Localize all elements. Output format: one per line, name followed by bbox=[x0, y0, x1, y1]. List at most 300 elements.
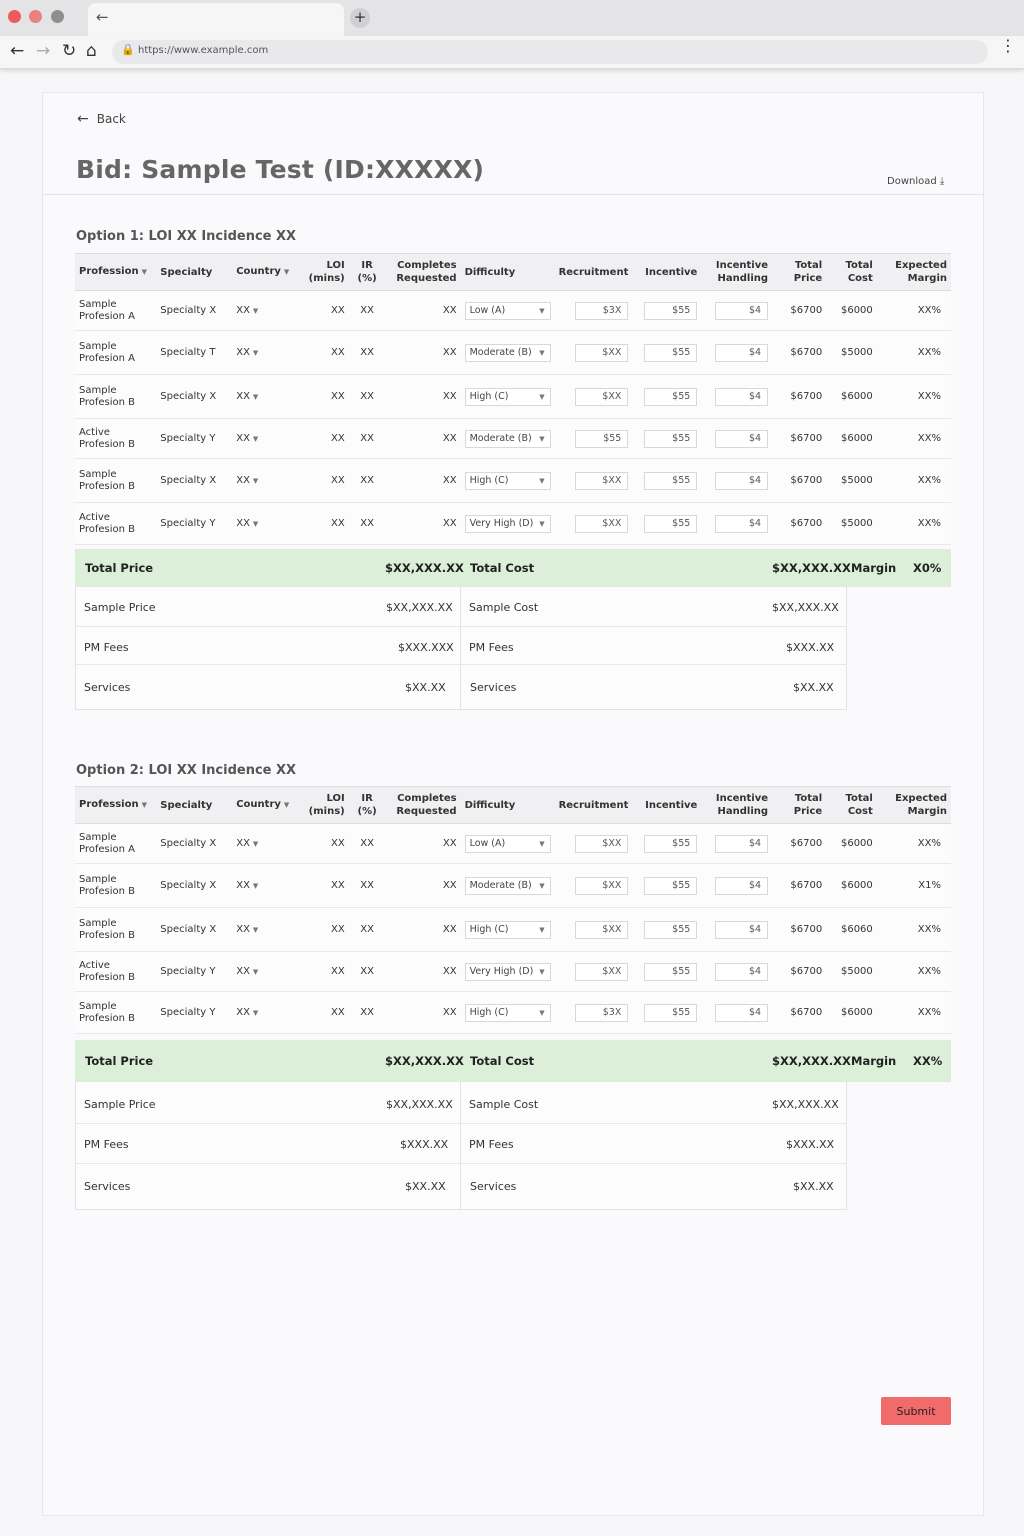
total-price-cell: $6700 bbox=[772, 824, 826, 864]
completes-cell: XX bbox=[385, 824, 460, 864]
incentive-cell bbox=[632, 419, 701, 459]
recruitment-input[interactable]: $XX bbox=[575, 388, 628, 406]
breakdown-row bbox=[76, 1164, 846, 1209]
completes-cell: XX bbox=[385, 419, 460, 459]
table-row bbox=[75, 992, 951, 1034]
breakdown-row bbox=[76, 1124, 846, 1164]
country-select[interactable]: XX ▼ bbox=[232, 824, 301, 864]
maximize-window-icon[interactable] bbox=[51, 10, 64, 23]
total-price-cell: $6700 bbox=[772, 291, 826, 331]
incentive-cell bbox=[632, 992, 701, 1034]
services-cost-label: Services bbox=[470, 1180, 517, 1193]
col-ir: IR (%) bbox=[349, 787, 386, 824]
incentive-input[interactable]: $55 bbox=[644, 1004, 697, 1022]
page-title: Bid: Sample Test (ID:XXXXX) bbox=[76, 155, 485, 184]
option-2-totals-bar bbox=[75, 1040, 951, 1082]
completes-cell: XX bbox=[385, 992, 460, 1034]
download-label: Download bbox=[887, 176, 937, 187]
recruitment-cell bbox=[555, 864, 633, 908]
col-total-price: Total Price bbox=[772, 787, 826, 824]
url-text: https://www.example.com bbox=[138, 45, 269, 56]
difficulty-select[interactable]: High (C) ▼ bbox=[465, 472, 551, 490]
profession-cell: Sample Profesion B bbox=[75, 908, 156, 952]
total-price-cell: $6700 bbox=[772, 864, 826, 908]
margin-cell: XX% bbox=[877, 459, 951, 503]
recruitment-input[interactable]: $XX bbox=[575, 921, 628, 939]
profession-cell: Active Profesion B bbox=[75, 419, 156, 459]
total-cost-cell: $5000 bbox=[826, 459, 877, 503]
header-divider bbox=[43, 194, 983, 195]
table-row bbox=[75, 824, 951, 864]
specialty-cell: Specialty X bbox=[156, 908, 232, 952]
chevron-down-icon: ▼ bbox=[539, 392, 545, 401]
browser-nav-bar bbox=[0, 36, 1024, 69]
handling-cell bbox=[701, 459, 772, 503]
country-select[interactable]: XX ▼ bbox=[232, 908, 301, 952]
loi-cell: XX bbox=[301, 375, 349, 419]
loi-cell: XX bbox=[301, 992, 349, 1034]
loi-cell: XX bbox=[301, 459, 349, 503]
incentive-input[interactable]: $55 bbox=[644, 302, 697, 320]
col-incentive-handling: Incentive Handling bbox=[701, 787, 772, 824]
loi-cell: XX bbox=[301, 331, 349, 375]
difficulty-cell bbox=[461, 331, 555, 375]
recruitment-input[interactable]: $XX bbox=[575, 835, 628, 853]
sample-cost-label: Sample Cost bbox=[469, 1098, 539, 1111]
incentive-cell bbox=[632, 908, 701, 952]
profession-cell: Sample Profesion B bbox=[75, 459, 156, 503]
difficulty-select[interactable]: Very High (D) ▼ bbox=[465, 963, 551, 981]
total-cost-cell: $6000 bbox=[826, 291, 877, 331]
col-country[interactable]: Country ▼ bbox=[232, 787, 301, 824]
recruitment-cell bbox=[555, 824, 633, 864]
total-price-cell: $6700 bbox=[772, 503, 826, 545]
country-select[interactable]: XX ▼ bbox=[232, 459, 301, 503]
difficulty-cell bbox=[461, 864, 555, 908]
handling-cell bbox=[701, 331, 772, 375]
chevron-down-icon: ▼ bbox=[539, 881, 545, 890]
handling-input[interactable]: $4 bbox=[715, 963, 768, 981]
services-value: $XX.XX bbox=[405, 681, 446, 694]
pm-fees-cost-label: PM Fees bbox=[469, 1138, 514, 1151]
incentive-input[interactable]: $55 bbox=[644, 877, 697, 895]
margin-cell: XX% bbox=[877, 419, 951, 459]
country-select[interactable]: XX ▼ bbox=[232, 375, 301, 419]
table-row bbox=[75, 952, 951, 992]
pm-fees-label: PM Fees bbox=[84, 641, 129, 654]
option-2-title: Option 2: LOI XX Incidence XX bbox=[76, 763, 297, 778]
pm-fees-cost-value: $XXX.XX bbox=[786, 641, 835, 654]
difficulty-cell bbox=[461, 908, 555, 952]
new-tab-plus-icon[interactable]: + bbox=[350, 8, 370, 28]
back-arrow-icon: ← bbox=[77, 111, 89, 127]
recruitment-cell bbox=[555, 459, 633, 503]
col-total-cost: Total Cost bbox=[826, 254, 877, 291]
col-specialty: Specialty bbox=[156, 254, 232, 291]
country-select[interactable]: XX ▼ bbox=[232, 291, 301, 331]
total-cost-value: $XX,XXX.XX bbox=[772, 1054, 851, 1068]
table-row bbox=[75, 503, 951, 545]
option-2-table bbox=[75, 786, 951, 1034]
completes-cell: XX bbox=[385, 952, 460, 992]
col-difficulty: Difficulty bbox=[461, 787, 555, 824]
loi-cell: XX bbox=[301, 864, 349, 908]
recruitment-input[interactable]: $3X bbox=[575, 302, 628, 320]
sort-caret-icon: ▼ bbox=[141, 268, 147, 276]
incentive-input[interactable]: $55 bbox=[644, 835, 697, 853]
loi-cell: XX bbox=[301, 291, 349, 331]
profession-cell: Sample Profesion B bbox=[75, 864, 156, 908]
specialty-cell: Specialty X bbox=[156, 459, 232, 503]
services-cost-label: Services bbox=[470, 681, 517, 694]
col-profession[interactable]: Profession ▼ bbox=[75, 254, 156, 291]
loi-cell: XX bbox=[301, 952, 349, 992]
chevron-down-icon: ▼ bbox=[252, 968, 259, 976]
sort-caret-icon: ▼ bbox=[283, 268, 290, 276]
margin-cell: XX% bbox=[877, 375, 951, 419]
ir-cell: XX bbox=[349, 908, 386, 952]
table-row bbox=[75, 291, 951, 331]
profession-cell: Active Profesion B bbox=[75, 503, 156, 545]
handling-cell bbox=[701, 992, 772, 1034]
handling-cell bbox=[701, 503, 772, 545]
pm-fees-label: PM Fees bbox=[84, 1138, 129, 1151]
difficulty-cell bbox=[461, 459, 555, 503]
table-row bbox=[75, 459, 951, 503]
col-expected-margin: Expected Margin bbox=[877, 787, 951, 824]
col-loi: LOI (mins) bbox=[301, 254, 349, 291]
recruitment-cell bbox=[555, 419, 633, 459]
handling-input[interactable]: $4 bbox=[715, 1004, 768, 1022]
ir-cell: XX bbox=[349, 459, 386, 503]
handling-input[interactable]: $4 bbox=[715, 388, 768, 406]
browser-menu-icon[interactable]: ⋮ bbox=[1000, 36, 1016, 55]
loi-cell: XX bbox=[301, 419, 349, 459]
table-row bbox=[75, 375, 951, 419]
incentive-input[interactable]: $55 bbox=[644, 963, 697, 981]
close-window-icon[interactable] bbox=[8, 10, 21, 23]
handling-cell bbox=[701, 291, 772, 331]
chevron-down-icon: ▼ bbox=[539, 519, 545, 528]
handling-cell bbox=[701, 824, 772, 864]
nav-forward-icon[interactable]: → bbox=[36, 41, 51, 61]
handling-cell bbox=[701, 952, 772, 992]
recruitment-input[interactable]: $55 bbox=[575, 430, 628, 448]
completes-cell: XX bbox=[385, 331, 460, 375]
col-recruitment: Recruitment bbox=[555, 787, 633, 824]
specialty-cell: Specialty Y bbox=[156, 503, 232, 545]
recruitment-cell bbox=[555, 375, 633, 419]
col-recruitment: Recruitment bbox=[555, 254, 633, 291]
recruitment-input[interactable]: $3X bbox=[575, 1004, 628, 1022]
chevron-down-icon: ▼ bbox=[252, 926, 259, 934]
margin-cell: XX% bbox=[877, 992, 951, 1034]
total-price-label: Total Price bbox=[85, 1054, 154, 1068]
ir-cell: XX bbox=[349, 952, 386, 992]
margin-cell: XX% bbox=[877, 291, 951, 331]
incentive-cell bbox=[632, 331, 701, 375]
handling-cell bbox=[701, 908, 772, 952]
sample-cost-value: $XX,XXX.XX bbox=[772, 1098, 839, 1111]
ir-cell: XX bbox=[349, 331, 386, 375]
recruitment-cell bbox=[555, 291, 633, 331]
difficulty-cell bbox=[461, 992, 555, 1034]
chevron-down-icon: ▼ bbox=[539, 839, 545, 848]
difficulty-select[interactable]: Moderate (B) ▼ bbox=[465, 344, 551, 362]
total-cost-cell: $5000 bbox=[826, 503, 877, 545]
margin-value: XX% bbox=[913, 1054, 943, 1068]
difficulty-select[interactable]: High (C) ▼ bbox=[465, 388, 551, 406]
total-price-cell: $6700 bbox=[772, 419, 826, 459]
difficulty-select[interactable]: High (C) ▼ bbox=[465, 1004, 551, 1022]
specialty-cell: Specialty X bbox=[156, 291, 232, 331]
handling-input[interactable]: $4 bbox=[715, 877, 768, 895]
col-completes: Completes Requested bbox=[385, 254, 460, 291]
ir-cell: XX bbox=[349, 291, 386, 331]
total-cost-value: $XX,XXX.XX bbox=[772, 561, 851, 575]
sample-cost-label: Sample Cost bbox=[469, 601, 539, 614]
total-cost-label: Total Cost bbox=[470, 1054, 535, 1068]
total-price-label: Total Price bbox=[85, 561, 154, 575]
incentive-cell bbox=[632, 952, 701, 992]
sample-price-label: Sample Price bbox=[84, 601, 156, 614]
handling-input[interactable]: $4 bbox=[715, 921, 768, 939]
incentive-input[interactable]: $55 bbox=[644, 344, 697, 362]
country-select[interactable]: XX ▼ bbox=[232, 419, 301, 459]
browser-tab-bar bbox=[0, 0, 1024, 36]
difficulty-cell bbox=[461, 952, 555, 992]
total-price-cell: $6700 bbox=[772, 908, 826, 952]
chevron-down-icon: ▼ bbox=[539, 306, 545, 315]
total-price-cell: $6700 bbox=[772, 952, 826, 992]
total-cost-cell: $6000 bbox=[826, 864, 877, 908]
chevron-down-icon: ▼ bbox=[539, 476, 545, 485]
country-select[interactable]: XX ▼ bbox=[232, 952, 301, 992]
pm-fees-cost-label: PM Fees bbox=[469, 641, 514, 654]
recruitment-input[interactable]: $XX bbox=[575, 344, 628, 362]
specialty-cell: Specialty X bbox=[156, 864, 232, 908]
difficulty-select[interactable]: High (C) ▼ bbox=[465, 921, 551, 939]
services-label: Services bbox=[84, 1180, 131, 1193]
chevron-down-icon: ▼ bbox=[252, 520, 259, 528]
col-completes: Completes Requested bbox=[385, 787, 460, 824]
chevron-down-icon: ▼ bbox=[252, 882, 259, 890]
col-specialty: Specialty bbox=[156, 787, 232, 824]
services-cost-value: $XX.XX bbox=[793, 681, 834, 694]
recruitment-input[interactable]: $XX bbox=[575, 472, 628, 490]
country-select[interactable]: XX ▼ bbox=[232, 331, 301, 375]
chevron-down-icon: ▼ bbox=[252, 435, 259, 443]
table-header-row bbox=[75, 787, 951, 824]
chevron-down-icon: ▼ bbox=[252, 477, 259, 485]
completes-cell: XX bbox=[385, 908, 460, 952]
ir-cell: XX bbox=[349, 992, 386, 1034]
specialty-cell: Specialty Y bbox=[156, 419, 232, 459]
recruitment-input[interactable]: $XX bbox=[575, 963, 628, 981]
chevron-down-icon: ▼ bbox=[252, 840, 259, 848]
sample-price-value: $XX,XXX.XX bbox=[386, 1098, 453, 1111]
total-price-cell: $6700 bbox=[772, 375, 826, 419]
total-cost-cell: $6060 bbox=[826, 908, 877, 952]
col-incentive: Incentive bbox=[632, 787, 701, 824]
pm-fees-value: $XXX.XX bbox=[400, 1138, 449, 1151]
chevron-down-icon: ▼ bbox=[539, 348, 545, 357]
specialty-cell: Specialty Y bbox=[156, 952, 232, 992]
recruitment-input[interactable]: $XX bbox=[575, 877, 628, 895]
ir-cell: XX bbox=[349, 864, 386, 908]
col-total-cost: Total Cost bbox=[826, 787, 877, 824]
incentive-cell bbox=[632, 864, 701, 908]
handling-input[interactable]: $4 bbox=[715, 344, 768, 362]
tab-back-arrow-icon: ← bbox=[96, 8, 109, 26]
profession-cell: Sample Profesion B bbox=[75, 992, 156, 1034]
ir-cell: XX bbox=[349, 503, 386, 545]
col-loi: LOI (mins) bbox=[301, 787, 349, 824]
back-label: Back bbox=[96, 112, 126, 126]
loi-cell: XX bbox=[301, 908, 349, 952]
breakdown-row bbox=[76, 627, 846, 665]
handling-input[interactable]: $4 bbox=[715, 515, 768, 533]
incentive-cell bbox=[632, 375, 701, 419]
incentive-cell bbox=[632, 503, 701, 545]
back-link[interactable] bbox=[77, 111, 126, 127]
total-cost-label: Total Cost bbox=[470, 561, 535, 575]
handling-cell bbox=[701, 419, 772, 459]
margin-cell: XX% bbox=[877, 908, 951, 952]
chevron-down-icon: ▼ bbox=[539, 967, 545, 976]
col-incentive-handling: Incentive Handling bbox=[701, 254, 772, 291]
difficulty-cell bbox=[461, 503, 555, 545]
difficulty-select[interactable]: Very High (D) ▼ bbox=[465, 515, 551, 533]
browser-tab[interactable] bbox=[88, 3, 344, 36]
option-1-table bbox=[75, 253, 951, 545]
margin-cell: XX% bbox=[877, 824, 951, 864]
difficulty-select[interactable]: Moderate (B) ▼ bbox=[465, 877, 551, 895]
margin-label: Margin bbox=[851, 1054, 897, 1068]
total-cost-cell: $6000 bbox=[826, 824, 877, 864]
handling-input[interactable]: $4 bbox=[715, 430, 768, 448]
profession-cell: Sample Profesion A bbox=[75, 331, 156, 375]
incentive-cell bbox=[632, 291, 701, 331]
lock-icon: 🔒 bbox=[121, 43, 135, 56]
incentive-input[interactable]: $55 bbox=[644, 921, 697, 939]
difficulty-select[interactable]: Low (A) ▼ bbox=[465, 302, 551, 320]
sort-caret-icon: ▼ bbox=[141, 801, 147, 809]
margin-cell: X1% bbox=[877, 864, 951, 908]
incentive-input[interactable]: $55 bbox=[644, 472, 697, 490]
col-profession[interactable]: Profession ▼ bbox=[75, 787, 156, 824]
country-select[interactable]: XX ▼ bbox=[232, 864, 301, 908]
sample-price-value: $XX,XXX.XX bbox=[386, 601, 453, 614]
services-cost-value: $XX.XX bbox=[793, 1180, 834, 1193]
ir-cell: XX bbox=[349, 824, 386, 864]
country-select[interactable]: XX ▼ bbox=[232, 503, 301, 545]
option-1-totals-bar bbox=[75, 549, 951, 587]
services-value: $XX.XX bbox=[405, 1180, 446, 1193]
option-1-title: Option 1: LOI XX Incidence XX bbox=[76, 229, 297, 244]
breakdown-row bbox=[76, 1082, 846, 1124]
total-price-cell: $6700 bbox=[772, 459, 826, 503]
download-link[interactable] bbox=[887, 176, 944, 187]
chevron-down-icon: ▼ bbox=[252, 349, 259, 357]
download-arrow-icon: ⤓ bbox=[939, 176, 945, 187]
submit-button[interactable]: Submit bbox=[881, 1397, 951, 1425]
completes-cell: XX bbox=[385, 503, 460, 545]
incentive-input[interactable]: $55 bbox=[644, 388, 697, 406]
nav-back-icon[interactable]: ← bbox=[10, 41, 25, 61]
incentive-input[interactable]: $55 bbox=[644, 515, 697, 533]
total-cost-cell: $6000 bbox=[826, 375, 877, 419]
margin-label: Margin bbox=[851, 561, 897, 575]
difficulty-select[interactable]: Low (A) ▼ bbox=[465, 835, 551, 853]
recruitment-input[interactable]: $XX bbox=[575, 515, 628, 533]
total-price-cell: $6700 bbox=[772, 331, 826, 375]
col-ir: IR (%) bbox=[349, 254, 386, 291]
address-bar[interactable] bbox=[112, 40, 988, 64]
home-icon[interactable]: ⌂ bbox=[86, 41, 97, 61]
col-country[interactable]: Country ▼ bbox=[232, 254, 301, 291]
chevron-down-icon: ▼ bbox=[252, 307, 259, 315]
country-select[interactable]: XX ▼ bbox=[232, 992, 301, 1034]
table-row bbox=[75, 864, 951, 908]
chevron-down-icon: ▼ bbox=[252, 393, 259, 401]
incentive-cell bbox=[632, 459, 701, 503]
handling-input[interactable]: $4 bbox=[715, 472, 768, 490]
chevron-down-icon: ▼ bbox=[252, 1009, 259, 1017]
minimize-window-icon[interactable] bbox=[29, 10, 42, 23]
ir-cell: XX bbox=[349, 375, 386, 419]
incentive-cell bbox=[632, 824, 701, 864]
recruitment-cell bbox=[555, 908, 633, 952]
sample-price-label: Sample Price bbox=[84, 1098, 156, 1111]
difficulty-select[interactable]: Moderate (B) ▼ bbox=[465, 430, 551, 448]
col-expected-margin: Expected Margin bbox=[877, 254, 951, 291]
handling-input[interactable]: $4 bbox=[715, 835, 768, 853]
chevron-down-icon: ▼ bbox=[539, 925, 545, 934]
breakdown-row bbox=[76, 665, 846, 709]
difficulty-cell bbox=[461, 291, 555, 331]
bid-card bbox=[42, 92, 984, 1516]
table-row bbox=[75, 419, 951, 459]
specialty-cell: Specialty X bbox=[156, 824, 232, 864]
recruitment-cell bbox=[555, 952, 633, 992]
specialty-cell: Specialty T bbox=[156, 331, 232, 375]
option-2-breakdown bbox=[75, 1082, 847, 1210]
pm-fees-cost-value: $XXX.XX bbox=[786, 1138, 835, 1151]
completes-cell: XX bbox=[385, 459, 460, 503]
profession-cell: Sample Profesion A bbox=[75, 291, 156, 331]
option-1-breakdown bbox=[75, 587, 847, 710]
total-price-value: $XX,XXX.XX bbox=[385, 561, 464, 575]
incentive-input[interactable]: $55 bbox=[644, 430, 697, 448]
margin-cell: XX% bbox=[877, 952, 951, 992]
margin-value: X0% bbox=[913, 561, 942, 575]
total-cost-cell: $5000 bbox=[826, 331, 877, 375]
col-total-price: Total Price bbox=[772, 254, 826, 291]
completes-cell: XX bbox=[385, 864, 460, 908]
total-cost-cell: $6000 bbox=[826, 992, 877, 1034]
ir-cell: XX bbox=[349, 419, 386, 459]
specialty-cell: Specialty Y bbox=[156, 992, 232, 1034]
handling-input[interactable]: $4 bbox=[715, 302, 768, 320]
loi-cell: XX bbox=[301, 824, 349, 864]
table-row bbox=[75, 908, 951, 952]
recruitment-cell bbox=[555, 331, 633, 375]
handling-cell bbox=[701, 375, 772, 419]
profession-cell: Sample Profesion A bbox=[75, 824, 156, 864]
margin-cell: XX% bbox=[877, 331, 951, 375]
reload-icon[interactable]: ↻ bbox=[62, 41, 77, 61]
